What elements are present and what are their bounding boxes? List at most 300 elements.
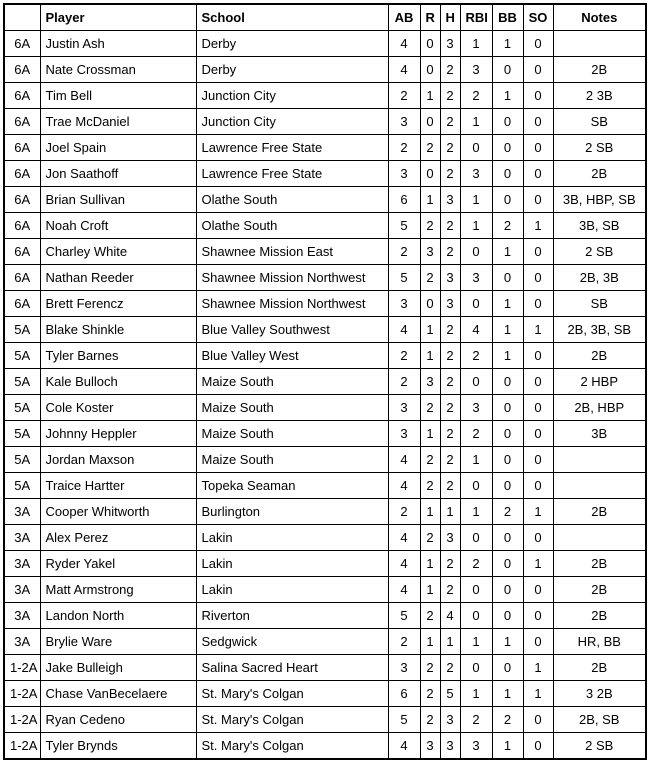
cell-so: 1 — [523, 317, 553, 343]
cell-bb: 1 — [492, 31, 523, 57]
cell-school: Blue Valley Southwest — [196, 317, 388, 343]
cell-r: 3 — [420, 369, 440, 395]
cell-r: 2 — [420, 707, 440, 733]
cell-so: 1 — [523, 551, 553, 577]
cell-r: 2 — [420, 655, 440, 681]
cell-so: 0 — [523, 109, 553, 135]
cell-so: 1 — [523, 655, 553, 681]
table-row — [4, 525, 646, 551]
table-row — [4, 109, 646, 135]
cell-notes: 3B, SB — [553, 213, 646, 239]
table-row — [4, 421, 646, 447]
cell-rbi: 0 — [460, 239, 492, 265]
cell-rbi: 2 — [460, 83, 492, 109]
column-header-ab: AB — [388, 4, 420, 31]
cell-ab: 2 — [388, 239, 420, 265]
cell-h: 2 — [440, 317, 460, 343]
cell-player: Jon Saathoff — [40, 161, 196, 187]
cell-so: 0 — [523, 291, 553, 317]
cell-notes: 2B — [553, 57, 646, 83]
cell-r: 2 — [420, 213, 440, 239]
cell-bb: 1 — [492, 733, 523, 760]
cell-so: 0 — [523, 447, 553, 473]
cell-so: 1 — [523, 499, 553, 525]
table-row — [4, 395, 646, 421]
cell-bb: 0 — [492, 395, 523, 421]
cell-bb: 1 — [492, 239, 523, 265]
cell-notes: 2 SB — [553, 135, 646, 161]
cell-h: 2 — [440, 109, 460, 135]
cell-player: Ryan Cedeno — [40, 707, 196, 733]
cell-ab: 4 — [388, 473, 420, 499]
cell-class: 5A — [4, 447, 40, 473]
table-row — [4, 733, 646, 760]
cell-r: 0 — [420, 291, 440, 317]
cell-rbi: 3 — [460, 395, 492, 421]
cell-so: 0 — [523, 577, 553, 603]
cell-notes — [553, 473, 646, 499]
cell-notes: 2B, SB — [553, 707, 646, 733]
cell-h: 2 — [440, 161, 460, 187]
cell-ab: 4 — [388, 577, 420, 603]
cell-player: Charley White — [40, 239, 196, 265]
cell-h: 3 — [440, 31, 460, 57]
cell-ab: 5 — [388, 603, 420, 629]
cell-h: 2 — [440, 577, 460, 603]
cell-r: 1 — [420, 83, 440, 109]
cell-so: 1 — [523, 213, 553, 239]
cell-notes: 2B, HBP — [553, 395, 646, 421]
cell-notes: 2 HBP — [553, 369, 646, 395]
cell-notes — [553, 447, 646, 473]
cell-r: 2 — [420, 265, 440, 291]
cell-rbi: 0 — [460, 525, 492, 551]
cell-player: Alex Perez — [40, 525, 196, 551]
cell-so: 0 — [523, 239, 553, 265]
cell-h: 2 — [440, 395, 460, 421]
cell-school: Maize South — [196, 421, 388, 447]
table-row — [4, 291, 646, 317]
table-row — [4, 239, 646, 265]
cell-school: Olathe South — [196, 187, 388, 213]
cell-school: Derby — [196, 57, 388, 83]
cell-h: 2 — [440, 57, 460, 83]
cell-r: 0 — [420, 109, 440, 135]
cell-school: Maize South — [196, 395, 388, 421]
cell-rbi: 0 — [460, 473, 492, 499]
cell-r: 1 — [420, 343, 440, 369]
cell-school: Lakin — [196, 577, 388, 603]
cell-so: 0 — [523, 707, 553, 733]
cell-rbi: 0 — [460, 135, 492, 161]
cell-bb: 0 — [492, 577, 523, 603]
cell-player: Trae McDaniel — [40, 109, 196, 135]
cell-h: 3 — [440, 733, 460, 760]
table-row — [4, 83, 646, 109]
cell-rbi: 2 — [460, 551, 492, 577]
cell-class: 1-2A — [4, 655, 40, 681]
cell-player: Joel Spain — [40, 135, 196, 161]
cell-r: 1 — [420, 577, 440, 603]
cell-notes — [553, 31, 646, 57]
cell-r: 2 — [420, 447, 440, 473]
cell-notes: 2B — [553, 161, 646, 187]
cell-h: 2 — [440, 343, 460, 369]
cell-notes: 2B — [553, 499, 646, 525]
cell-class: 6A — [4, 57, 40, 83]
cell-class: 3A — [4, 499, 40, 525]
table-row — [4, 369, 646, 395]
cell-h: 4 — [440, 603, 460, 629]
cell-school: Junction City — [196, 83, 388, 109]
cell-player: Ryder Yakel — [40, 551, 196, 577]
cell-bb: 0 — [492, 525, 523, 551]
cell-school: Topeka Seaman — [196, 473, 388, 499]
cell-h: 5 — [440, 681, 460, 707]
cell-r: 2 — [420, 395, 440, 421]
cell-notes: 3B, HBP, SB — [553, 187, 646, 213]
cell-player: Johnny Heppler — [40, 421, 196, 447]
cell-school: Salina Sacred Heart — [196, 655, 388, 681]
cell-h: 2 — [440, 473, 460, 499]
cell-ab: 3 — [388, 395, 420, 421]
cell-player: Kale Bulloch — [40, 369, 196, 395]
cell-bb: 0 — [492, 655, 523, 681]
cell-notes: 2 SB — [553, 239, 646, 265]
cell-h: 2 — [440, 551, 460, 577]
cell-class: 3A — [4, 577, 40, 603]
cell-class: 6A — [4, 265, 40, 291]
cell-ab: 6 — [388, 681, 420, 707]
cell-so: 1 — [523, 681, 553, 707]
cell-class: 6A — [4, 109, 40, 135]
cell-bb: 1 — [492, 681, 523, 707]
column-header-school: School — [196, 4, 388, 31]
column-header-player: Player — [40, 4, 196, 31]
cell-player: Jake Bulleigh — [40, 655, 196, 681]
cell-class: 6A — [4, 291, 40, 317]
cell-ab: 4 — [388, 317, 420, 343]
cell-school: Maize South — [196, 369, 388, 395]
cell-class: 1-2A — [4, 707, 40, 733]
column-header-bb: BB — [492, 4, 523, 31]
cell-school: Lawrence Free State — [196, 135, 388, 161]
cell-so: 0 — [523, 395, 553, 421]
cell-rbi: 2 — [460, 707, 492, 733]
table-row — [4, 187, 646, 213]
cell-notes — [553, 525, 646, 551]
cell-notes: HR, BB — [553, 629, 646, 655]
cell-so: 0 — [523, 603, 553, 629]
cell-rbi: 1 — [460, 499, 492, 525]
table-row — [4, 629, 646, 655]
cell-school: Olathe South — [196, 213, 388, 239]
cell-so: 0 — [523, 629, 553, 655]
cell-bb: 1 — [492, 317, 523, 343]
cell-bb: 0 — [492, 135, 523, 161]
cell-so: 0 — [523, 473, 553, 499]
column-header-class — [4, 4, 40, 31]
cell-class: 6A — [4, 31, 40, 57]
cell-r: 2 — [420, 525, 440, 551]
cell-so: 0 — [523, 161, 553, 187]
cell-rbi: 4 — [460, 317, 492, 343]
cell-class: 1-2A — [4, 681, 40, 707]
table-row — [4, 343, 646, 369]
cell-h: 3 — [440, 187, 460, 213]
cell-h: 2 — [440, 135, 460, 161]
stats-table-body — [4, 31, 646, 760]
cell-school: St. Mary's Colgan — [196, 681, 388, 707]
table-row — [4, 161, 646, 187]
table-row — [4, 603, 646, 629]
cell-player: Landon North — [40, 603, 196, 629]
cell-notes: 2B — [553, 343, 646, 369]
cell-ab: 3 — [388, 109, 420, 135]
cell-player: Brett Ferencz — [40, 291, 196, 317]
cell-player: Justin Ash — [40, 31, 196, 57]
cell-r: 2 — [420, 135, 440, 161]
cell-r: 0 — [420, 161, 440, 187]
cell-ab: 5 — [388, 707, 420, 733]
cell-ab: 2 — [388, 135, 420, 161]
cell-r: 1 — [420, 499, 440, 525]
cell-class: 5A — [4, 343, 40, 369]
column-header-rbi: RBI — [460, 4, 492, 31]
cell-notes: SB — [553, 109, 646, 135]
table-row — [4, 317, 646, 343]
cell-class: 5A — [4, 473, 40, 499]
cell-bb: 2 — [492, 213, 523, 239]
cell-school: St. Mary's Colgan — [196, 707, 388, 733]
cell-school: Maize South — [196, 447, 388, 473]
cell-h: 3 — [440, 525, 460, 551]
cell-rbi: 3 — [460, 161, 492, 187]
cell-rbi: 3 — [460, 57, 492, 83]
cell-player: Nate Crossman — [40, 57, 196, 83]
cell-player: Brylie Ware — [40, 629, 196, 655]
cell-bb: 0 — [492, 369, 523, 395]
header-row — [4, 4, 646, 31]
cell-class: 3A — [4, 525, 40, 551]
cell-r: 1 — [420, 551, 440, 577]
cell-class: 3A — [4, 603, 40, 629]
cell-ab: 5 — [388, 265, 420, 291]
cell-so: 0 — [523, 135, 553, 161]
cell-so: 0 — [523, 31, 553, 57]
cell-class: 1-2A — [4, 733, 40, 760]
column-header-so: SO — [523, 4, 553, 31]
cell-h: 2 — [440, 447, 460, 473]
cell-rbi: 1 — [460, 447, 492, 473]
cell-class: 3A — [4, 629, 40, 655]
cell-notes: 3 2B — [553, 681, 646, 707]
cell-bb: 0 — [492, 421, 523, 447]
cell-ab: 2 — [388, 629, 420, 655]
cell-bb: 0 — [492, 187, 523, 213]
cell-rbi: 1 — [460, 681, 492, 707]
cell-h: 2 — [440, 369, 460, 395]
cell-ab: 4 — [388, 525, 420, 551]
cell-bb: 0 — [492, 57, 523, 83]
cell-so: 0 — [523, 421, 553, 447]
cell-ab: 2 — [388, 343, 420, 369]
cell-rbi: 2 — [460, 421, 492, 447]
table-row — [4, 707, 646, 733]
cell-school: Shawnee Mission East — [196, 239, 388, 265]
cell-notes: 3B — [553, 421, 646, 447]
cell-r: 2 — [420, 681, 440, 707]
cell-h: 2 — [440, 655, 460, 681]
cell-player: Noah Croft — [40, 213, 196, 239]
table-row — [4, 213, 646, 239]
cell-rbi: 1 — [460, 629, 492, 655]
cell-ab: 4 — [388, 447, 420, 473]
cell-h: 2 — [440, 421, 460, 447]
cell-rbi: 1 — [460, 31, 492, 57]
table-row — [4, 577, 646, 603]
cell-notes: 2 3B — [553, 83, 646, 109]
cell-so: 0 — [523, 187, 553, 213]
cell-r: 3 — [420, 239, 440, 265]
cell-class: 5A — [4, 395, 40, 421]
cell-rbi: 3 — [460, 265, 492, 291]
cell-rbi: 0 — [460, 655, 492, 681]
cell-notes: 2B — [553, 603, 646, 629]
cell-ab: 4 — [388, 733, 420, 760]
cell-player: Tyler Barnes — [40, 343, 196, 369]
cell-so: 0 — [523, 525, 553, 551]
cell-school: St. Mary's Colgan — [196, 733, 388, 760]
cell-so: 0 — [523, 265, 553, 291]
cell-bb: 2 — [492, 707, 523, 733]
cell-ab: 5 — [388, 213, 420, 239]
cell-school: Lakin — [196, 551, 388, 577]
cell-school: Derby — [196, 31, 388, 57]
cell-bb: 1 — [492, 343, 523, 369]
cell-player: Cole Koster — [40, 395, 196, 421]
cell-school: Lakin — [196, 525, 388, 551]
cell-h: 1 — [440, 499, 460, 525]
cell-bb: 0 — [492, 603, 523, 629]
cell-school: Burlington — [196, 499, 388, 525]
cell-class: 6A — [4, 239, 40, 265]
cell-school: Lawrence Free State — [196, 161, 388, 187]
cell-rbi: 1 — [460, 109, 492, 135]
cell-class: 6A — [4, 83, 40, 109]
cell-ab: 3 — [388, 655, 420, 681]
column-header-h: H — [440, 4, 460, 31]
cell-player: Chase VanBecelaere — [40, 681, 196, 707]
cell-h: 3 — [440, 291, 460, 317]
cell-player: Tyler Brynds — [40, 733, 196, 760]
cell-bb: 1 — [492, 291, 523, 317]
cell-rbi: 0 — [460, 369, 492, 395]
cell-r: 1 — [420, 629, 440, 655]
cell-notes: 2B — [553, 655, 646, 681]
cell-notes: 2B, 3B, SB — [553, 317, 646, 343]
stats-table — [3, 3, 647, 760]
cell-school: Riverton — [196, 603, 388, 629]
cell-player: Brian Sullivan — [40, 187, 196, 213]
table-row — [4, 499, 646, 525]
cell-player: Jordan Maxson — [40, 447, 196, 473]
cell-ab: 2 — [388, 499, 420, 525]
table-row — [4, 135, 646, 161]
cell-bb: 1 — [492, 629, 523, 655]
table-row — [4, 447, 646, 473]
cell-school: Shawnee Mission Northwest — [196, 291, 388, 317]
cell-ab: 4 — [388, 31, 420, 57]
cell-notes: SB — [553, 291, 646, 317]
cell-bb: 0 — [492, 265, 523, 291]
cell-class: 6A — [4, 161, 40, 187]
cell-player: Matt Armstrong — [40, 577, 196, 603]
cell-ab: 4 — [388, 551, 420, 577]
cell-bb: 0 — [492, 161, 523, 187]
cell-rbi: 0 — [460, 291, 492, 317]
cell-rbi: 0 — [460, 577, 492, 603]
cell-so: 0 — [523, 369, 553, 395]
cell-class: 5A — [4, 369, 40, 395]
cell-so: 0 — [523, 733, 553, 760]
cell-r: 1 — [420, 187, 440, 213]
cell-so: 0 — [523, 57, 553, 83]
cell-ab: 2 — [388, 83, 420, 109]
table-row — [4, 57, 646, 83]
cell-r: 0 — [420, 31, 440, 57]
cell-notes: 2B — [553, 551, 646, 577]
cell-class: 5A — [4, 421, 40, 447]
table-row — [4, 473, 646, 499]
cell-h: 3 — [440, 707, 460, 733]
cell-r: 0 — [420, 57, 440, 83]
cell-ab: 3 — [388, 161, 420, 187]
cell-ab: 3 — [388, 421, 420, 447]
cell-ab: 2 — [388, 369, 420, 395]
cell-rbi: 2 — [460, 343, 492, 369]
cell-class: 3A — [4, 551, 40, 577]
cell-bb: 0 — [492, 447, 523, 473]
table-row — [4, 265, 646, 291]
cell-bb: 0 — [492, 551, 523, 577]
cell-school: Junction City — [196, 109, 388, 135]
cell-r: 1 — [420, 421, 440, 447]
cell-notes: 2B — [553, 577, 646, 603]
cell-notes: 2B, 3B — [553, 265, 646, 291]
cell-ab: 3 — [388, 291, 420, 317]
cell-class: 6A — [4, 213, 40, 239]
cell-player: Nathan Reeder — [40, 265, 196, 291]
cell-r: 2 — [420, 603, 440, 629]
cell-player: Tim Bell — [40, 83, 196, 109]
cell-rbi: 0 — [460, 603, 492, 629]
cell-player: Traice Hartter — [40, 473, 196, 499]
cell-notes: 2 SB — [553, 733, 646, 760]
table-row — [4, 31, 646, 57]
cell-r: 1 — [420, 317, 440, 343]
table-row — [4, 681, 646, 707]
cell-h: 2 — [440, 239, 460, 265]
cell-ab: 6 — [388, 187, 420, 213]
cell-bb: 2 — [492, 499, 523, 525]
cell-so: 0 — [523, 343, 553, 369]
cell-school: Sedgwick — [196, 629, 388, 655]
cell-r: 3 — [420, 733, 440, 760]
cell-h: 2 — [440, 83, 460, 109]
column-header-notes: Notes — [553, 4, 646, 31]
cell-school: Shawnee Mission Northwest — [196, 265, 388, 291]
